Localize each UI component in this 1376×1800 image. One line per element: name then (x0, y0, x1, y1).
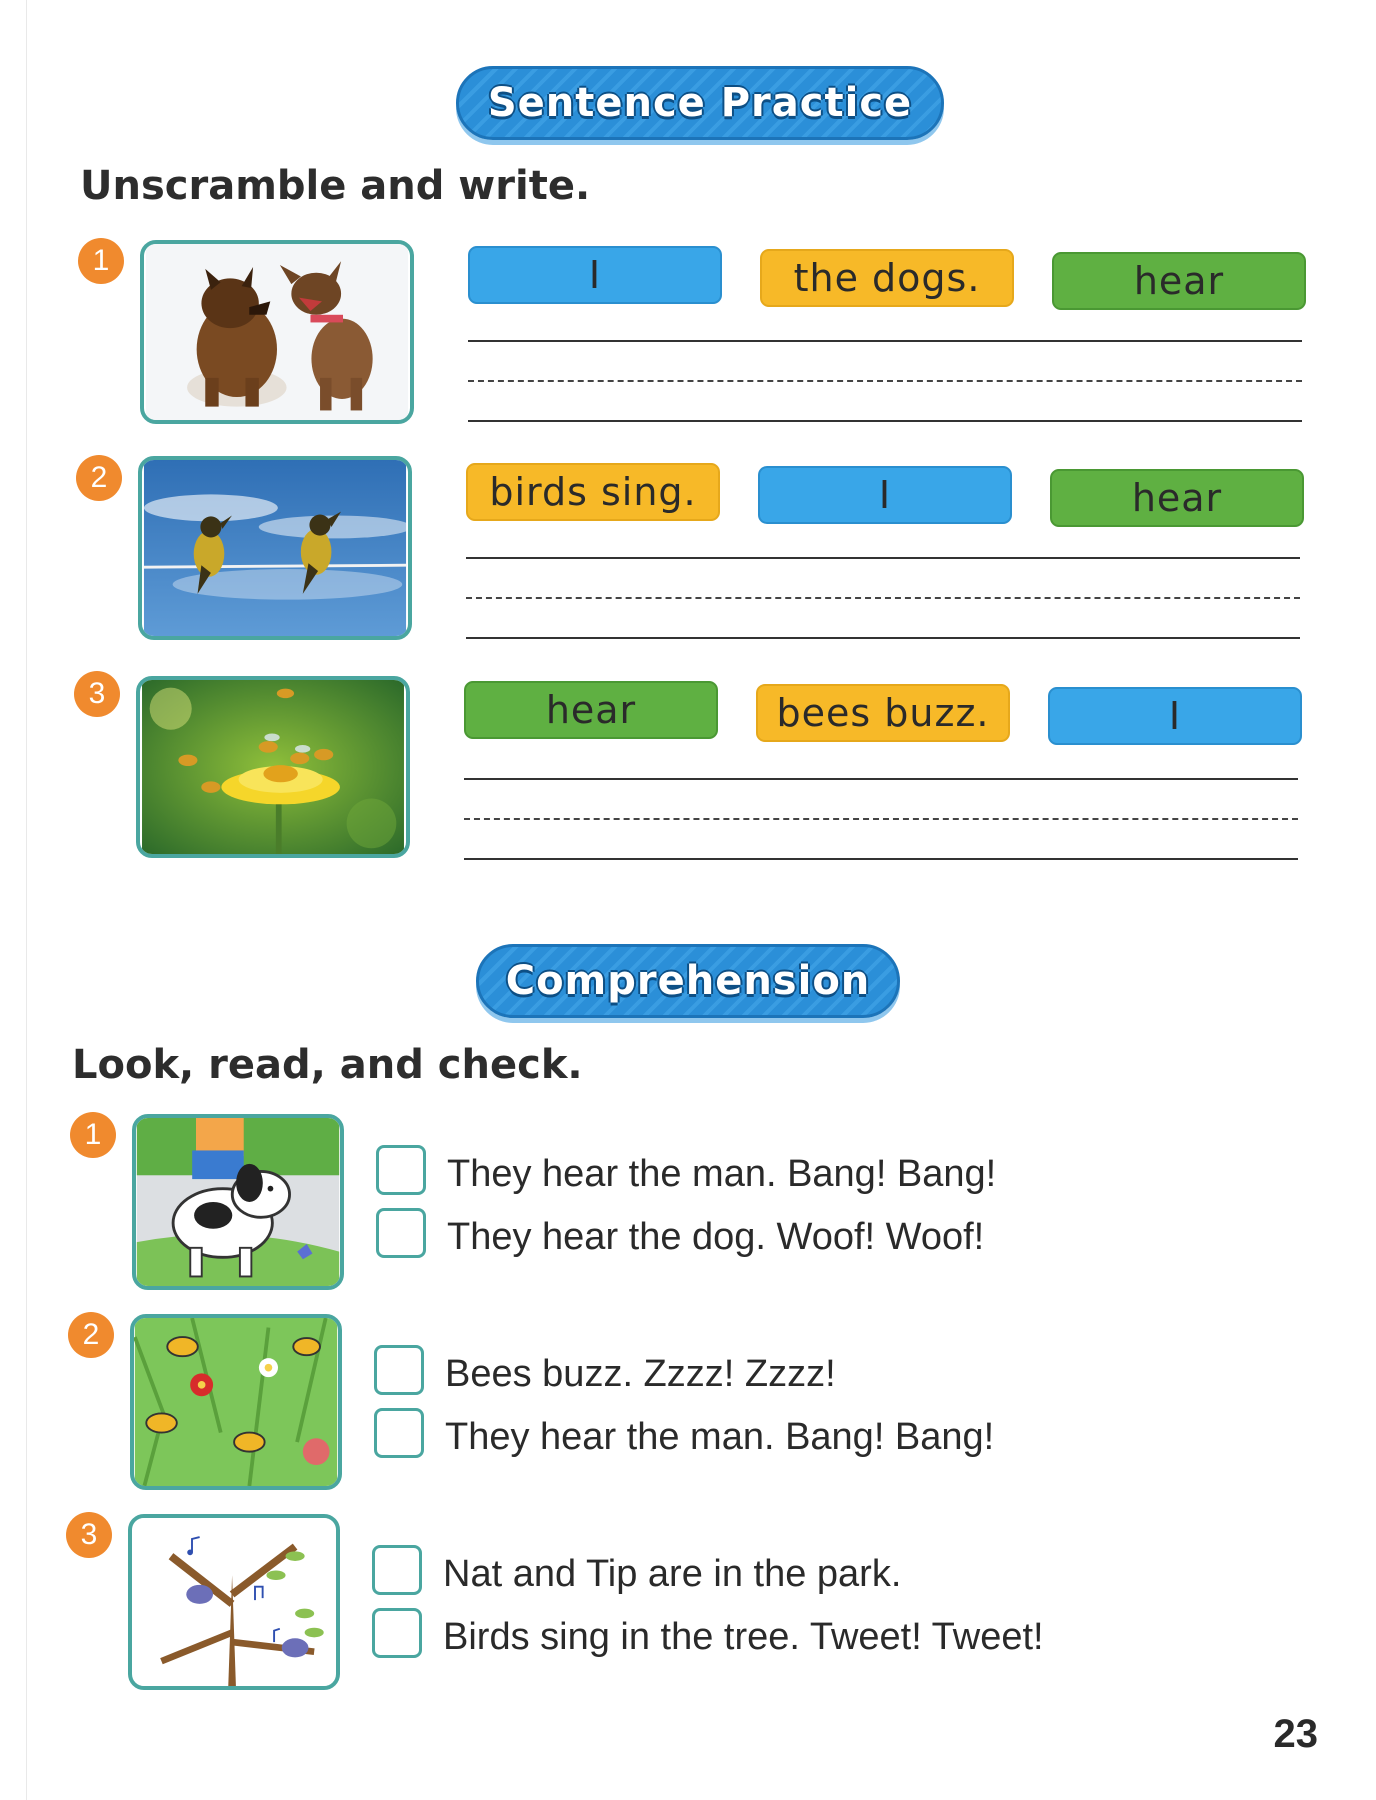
checkbox[interactable] (372, 1545, 422, 1595)
word-tile-hear[interactable]: hear (1052, 252, 1306, 310)
word-tile-hear[interactable]: hear (1050, 469, 1304, 527)
word-tile-I[interactable]: I (468, 246, 722, 304)
comprehension-number-2: 2 (68, 1312, 114, 1358)
option-text: Birds sing in the tree. Tweet! Tweet! (443, 1616, 1044, 1658)
item-number-3: 3 (74, 671, 120, 717)
dogs-illustration (144, 244, 410, 420)
unscramble-instruction: Unscramble and write. (80, 163, 591, 209)
word-tile-bees-buzz[interactable]: bees buzz. (756, 684, 1010, 742)
checkbox[interactable] (374, 1345, 424, 1395)
writing-line-bottom (464, 858, 1298, 860)
sentence-practice-title: Sentence Practice (487, 80, 913, 126)
writing-line-dashed (466, 597, 1300, 599)
checkbox[interactable] (376, 1208, 426, 1258)
birds-picture (138, 456, 412, 640)
option-text: Nat and Tip are in the park. (443, 1553, 902, 1595)
word-tile-the-dogs[interactable]: the dogs. (760, 249, 1014, 307)
option-text: They hear the man. Bang! Bang! (445, 1416, 995, 1458)
sentence-practice-banner (456, 66, 944, 140)
birds-illustration (142, 460, 408, 636)
comprehension-banner (476, 944, 900, 1018)
comprehension-number-1: 1 (70, 1112, 116, 1158)
word-tile-hear[interactable]: hear (464, 681, 718, 739)
item-number-1: 1 (78, 238, 124, 284)
page-edge (26, 0, 27, 1800)
tree-birds-picture (128, 1514, 340, 1690)
comprehension-number-3: 3 (66, 1512, 112, 1558)
writing-line-top (466, 557, 1300, 559)
writing-line-top (468, 340, 1302, 342)
bees-grass-illustration (134, 1318, 338, 1486)
option-text: Bees buzz. Zzzz! Zzzz! (445, 1353, 836, 1395)
writing-line-bottom (468, 420, 1302, 422)
word-tile-I[interactable]: I (758, 466, 1012, 524)
checkbox[interactable] (374, 1408, 424, 1458)
word-tile-I[interactable]: I (1048, 687, 1302, 745)
writing-line-dashed (464, 818, 1298, 820)
tree-birds-illustration (132, 1518, 336, 1686)
writing-line-top (464, 778, 1298, 780)
checkbox[interactable] (372, 1608, 422, 1658)
comprehension-title: Comprehension (505, 958, 871, 1004)
bees-illustration (140, 680, 406, 854)
dogs-picture (140, 240, 414, 424)
dog-picture (132, 1114, 344, 1290)
word-tile-birds-sing[interactable]: birds sing. (466, 463, 720, 521)
checkbox[interactable] (376, 1145, 426, 1195)
item-number-2: 2 (76, 455, 122, 501)
writing-line-dashed (468, 380, 1302, 382)
page-number: 23 (1273, 1712, 1318, 1756)
bees-picture (136, 676, 410, 858)
option-text: They hear the man. Bang! Bang! (447, 1153, 997, 1195)
bees-grass-picture (130, 1314, 342, 1490)
check-instruction: Look, read, and check. (72, 1042, 583, 1088)
option-text: They hear the dog. Woof! Woof! (447, 1216, 985, 1258)
dog-illustration (136, 1118, 340, 1286)
writing-line-bottom (466, 637, 1300, 639)
